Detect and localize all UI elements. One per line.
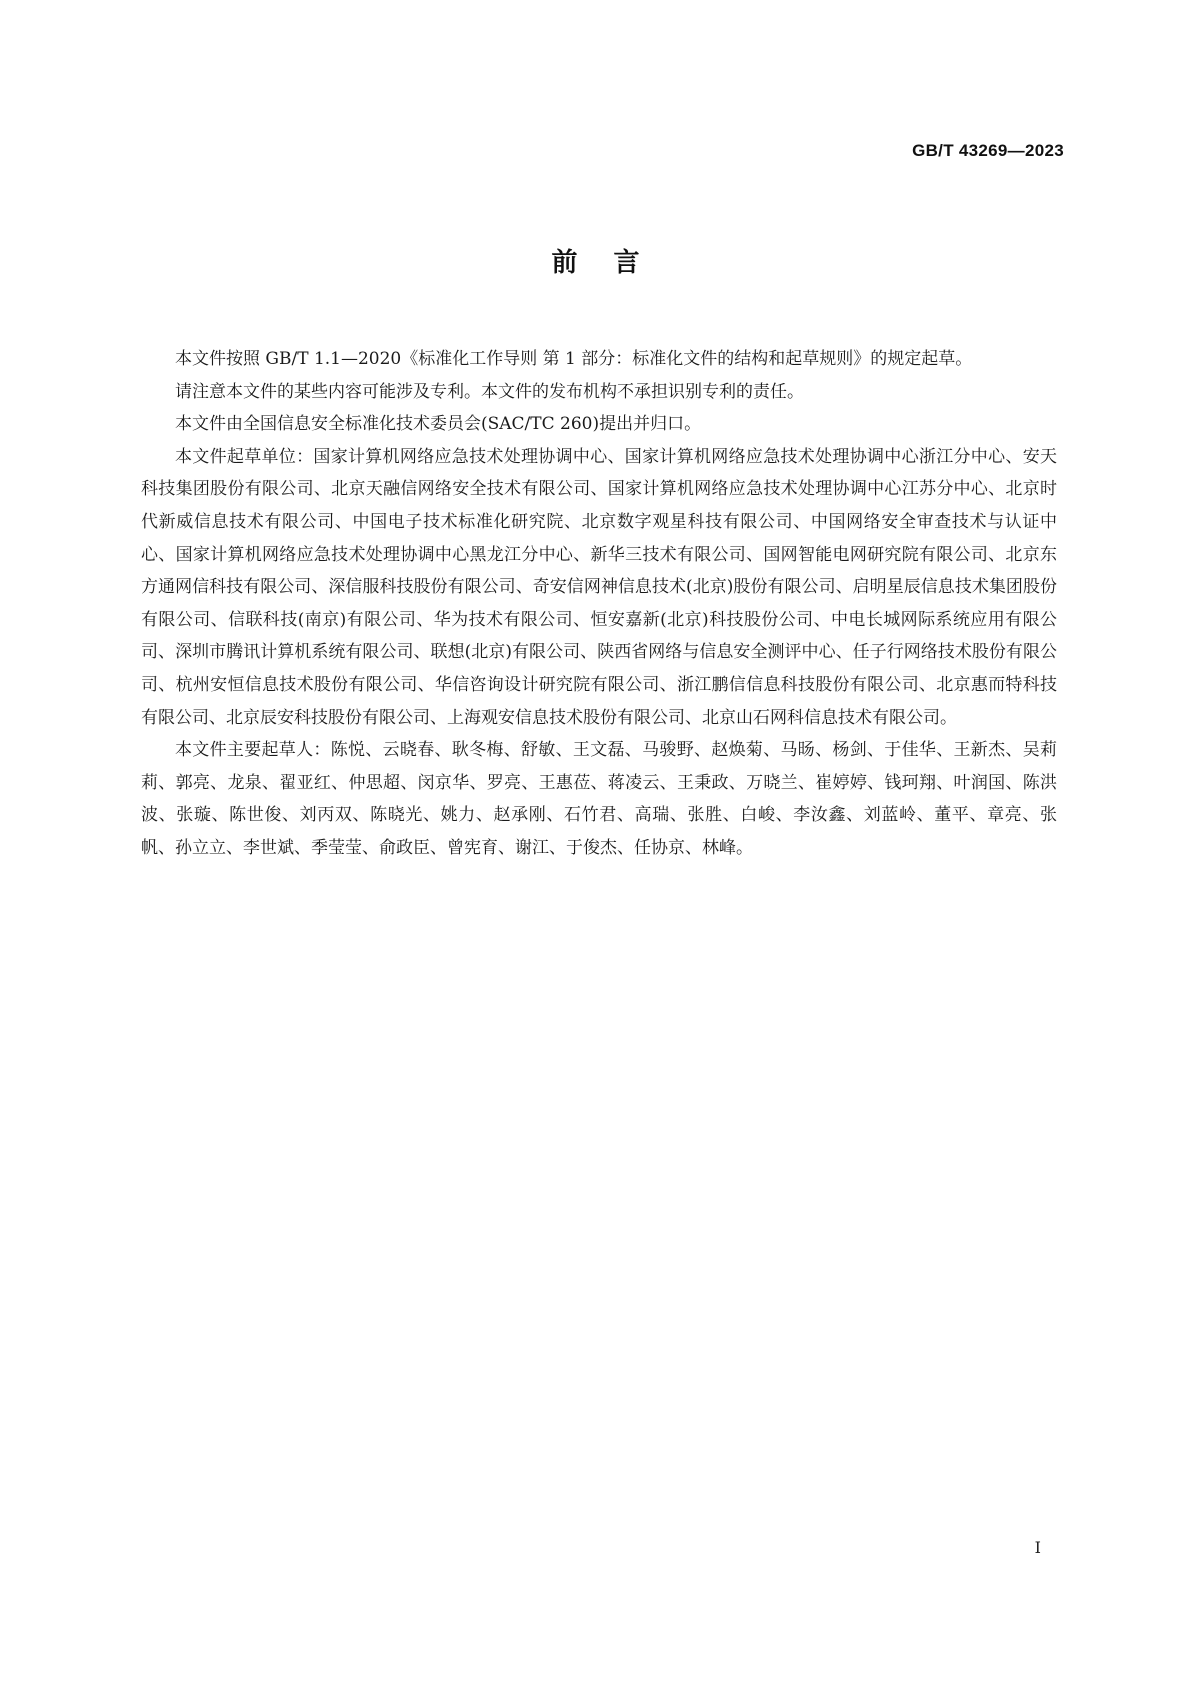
paragraph-drafters: 本文件主要起草人：陈悦、云晓春、耿冬梅、舒敏、王文磊、马骏野、赵焕菊、马旸、杨剑、于佳华、王新杰、吴莉莉、郭亮、龙泉、翟亚红、仲思超、闵京华、罗亮、王惠莅、蒋凌云、王秉政、万晓兰、崔婷婷、钱珂翔、叶润国、陈洪波、张璇、陈世俊、刘丙双、陈晓光、姚力、赵承刚、石竹君、高瑞、张胜、白峻、李汝鑫、刘蓝岭、董平、章亮、张帆、孙立立、李世斌、季莹莹、俞政臣、曾宪育、谢江、于俊杰、任协京、林峰。 — [141, 740, 1057, 858]
paragraph-drafting-units: 本文件起草单位：国家计算机网络应急技术处理协调中心、国家计算机网络应急技术处理协调中心浙江分中心、安天科技集团股份有限公司、北京天融信网络安全技术有限公司、国家计算机网络应急技术处理协调中心江苏分中心、北京时代新威信息技术有限公司、中国电子技术标准化研究院、北京数字观星科技有限公司、中国网络安全审查技术与认证中心、国家计算机网络应急技术处理协调中心黑龙江分中心、新华三技术有限公司、国网智能电网研究院有限公司、北京东方通网信科技有限公司、深信服科技股份有限公司、奇安信网神信息技术(北京)股份有限公司、启明星辰信息技术集团股份有限公司、信联科技(南京)有限公司、华为技术有限公司、恒安嘉新(北京)科技股份公司、中电长城网际系统应用有限公司、深圳市腾讯计算机系统有限公司、联想(北京)有限公司、陕西省网络与信息安全测评中心、任子行网络技术股份有限公司、杭州安恒信息技术股份有限公司、华信咨询设计研究院有限公司、浙江鹏信信息科技股份有限公司、北京惠而特科技有限公司、北京辰安科技股份有限公司、上海观安信息技术股份有限公司、北京山石网科信息技术有限公司。 — [141, 446, 1057, 728]
standard-number: GB/T 43269—2023 — [912, 141, 1064, 160]
paragraph-drafting-rules: 本文件按照 GB/T 1.1—2020《标准化工作导则 第 1 部分：标准化文件的结构和起草规则》的规定起草。 — [175, 349, 973, 369]
foreword-body — [141, 343, 1057, 865]
paragraph-proposer: 本文件由全国信息安全标准化技术委员会(SAC/TC 260)提出并归口。 — [175, 414, 702, 435]
page-number: I — [1034, 1538, 1041, 1557]
page-title: 前言 — [551, 248, 676, 278]
paragraph-patent-notice: 请注意本文件的某些内容可能涉及专利。本文件的发布机构不承担识别专利的责任。 — [175, 381, 804, 402]
